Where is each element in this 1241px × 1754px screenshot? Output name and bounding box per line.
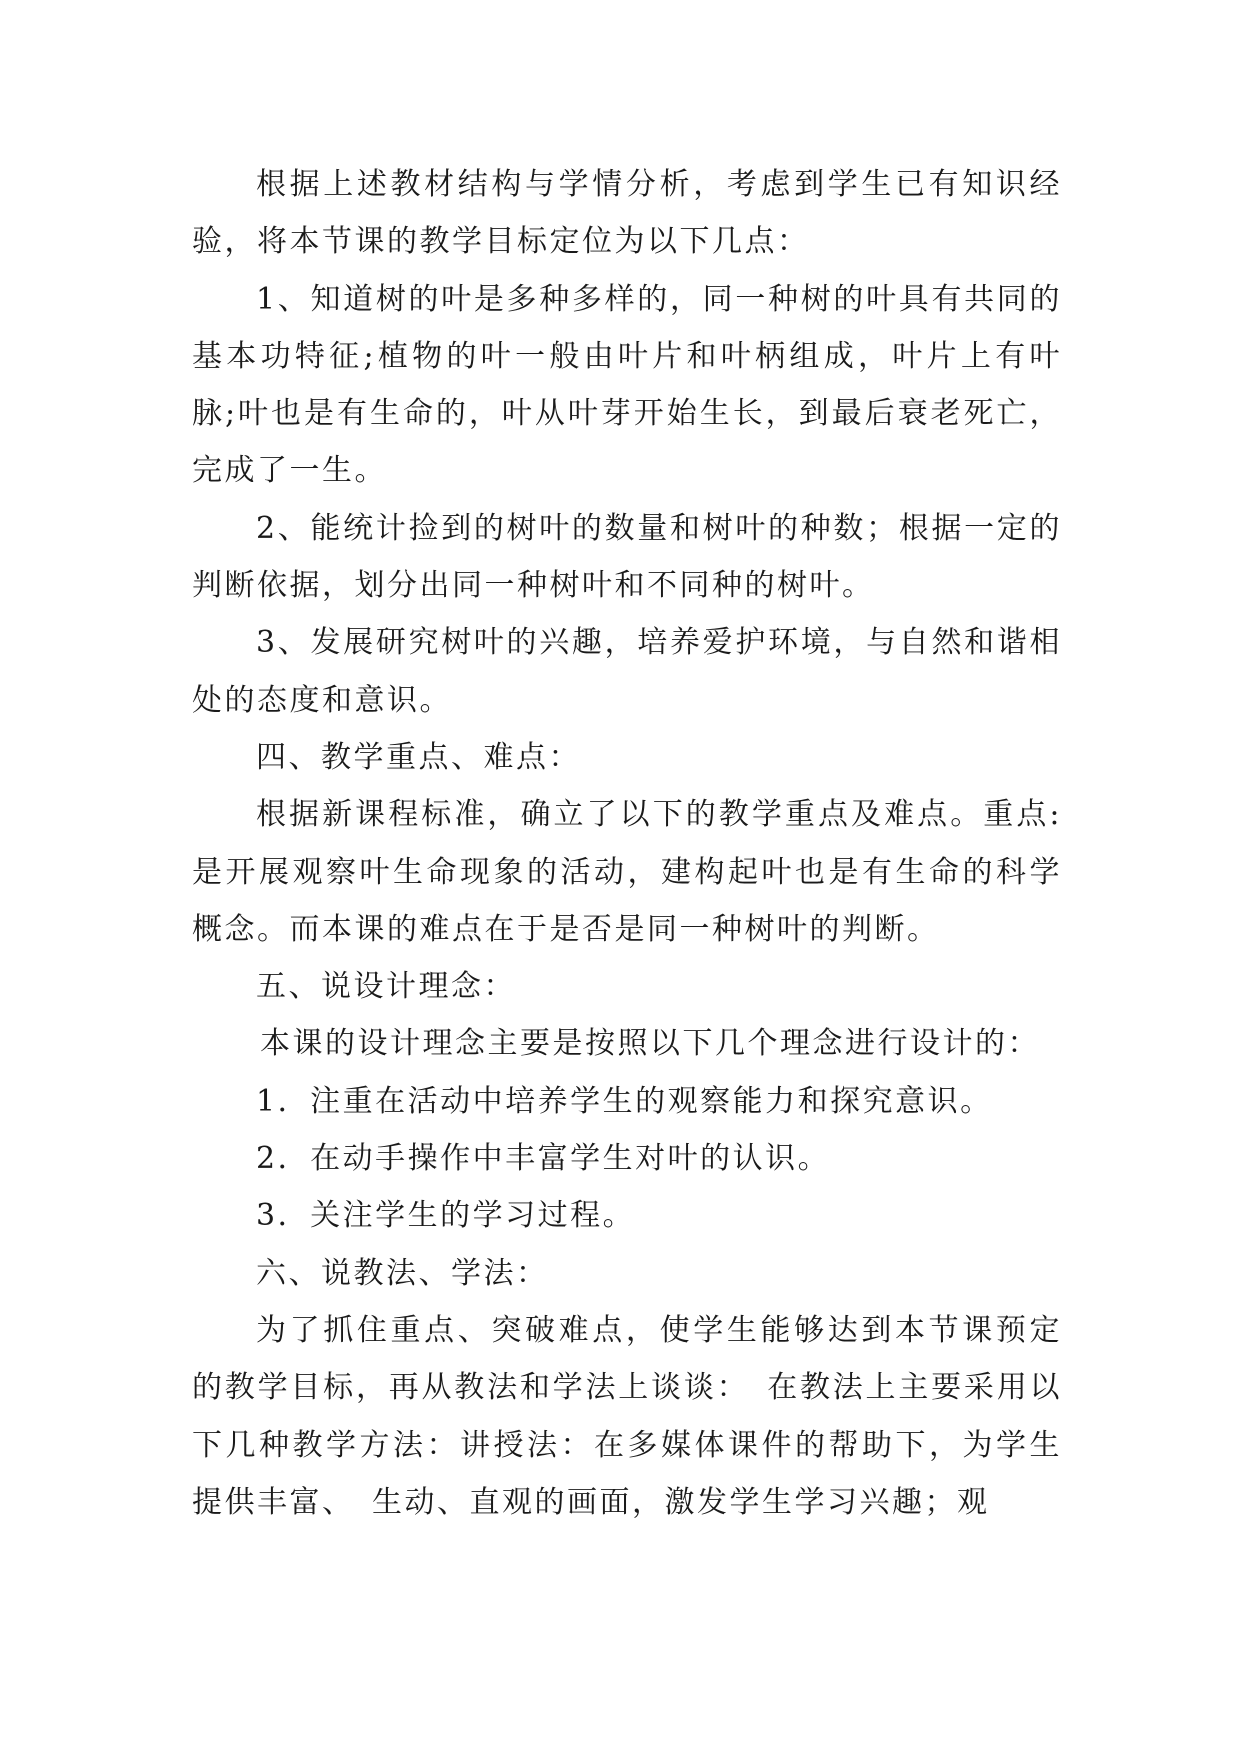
section-heading-key-points: 四、教学重点、难点： <box>256 739 581 775</box>
paragraph-goal-1: 1、知道树的叶是多种多样的，同一种树的叶具有共同的基本功特征;植物的叶一般由叶片和叶柄组成，叶片上有叶脉;叶也是有生命的，叶从叶芽开始生长，到最后衰老死亡，完成了一生。 <box>192 281 1062 489</box>
paragraph-teaching-methods: 为了抓住重点、突破难点，使学生能够达到本节课预定的教学目标，再从教法和学法上谈谈： 在教法上主要采用以下几种教学方法：讲授法：在多媒体课件的帮助下，为学生提供丰富、 生动、直观的画面，激发学生学习兴趣；观 <box>192 1312 1062 1520</box>
section-heading-teaching-methods: 六、说教法、学法： <box>256 1255 549 1291</box>
list-item-concept-2: 2．在动手操作中丰富学生对叶的认识。 <box>256 1141 831 1177</box>
paragraph-design-concept-intro: 本课的设计理念主要是按照以下几个理念进行设计的： <box>260 1026 1040 1062</box>
paragraph-teaching-goals-intro: 根据上述教材结构与学情分析，考虑到学生已有知识经验，将本节课的教学目标定位为以下几点： <box>192 167 1062 260</box>
list-item-concept-1: 1．注重在活动中培养学生的观察能力和探究意识。 <box>256 1083 993 1119</box>
section-heading-design-concept: 五、说设计理念： <box>256 969 516 1005</box>
list-item-concept-3: 3．关注学生的学习过程。 <box>256 1198 636 1234</box>
paragraph-goal-3: 3、发展研究树叶的兴趣，培养爱护环境，与自然和谐相处的态度和意识。 <box>192 625 1062 718</box>
document-body <box>192 156 1062 1531</box>
paragraph-goal-2: 2、能统计捡到的树叶的数量和树叶的种数；根据一定的判断依据，划分出同一种树叶和不同种的树叶。 <box>192 510 1062 604</box>
paragraph-key-points: 根据新课程标准，确立了以下的教学重点及难点。重点:是开展观察叶生命现象的活动，建构起叶也是有生命的科学概念。而本课的难点在于是否是同一种树叶的判断。 <box>192 797 1062 947</box>
